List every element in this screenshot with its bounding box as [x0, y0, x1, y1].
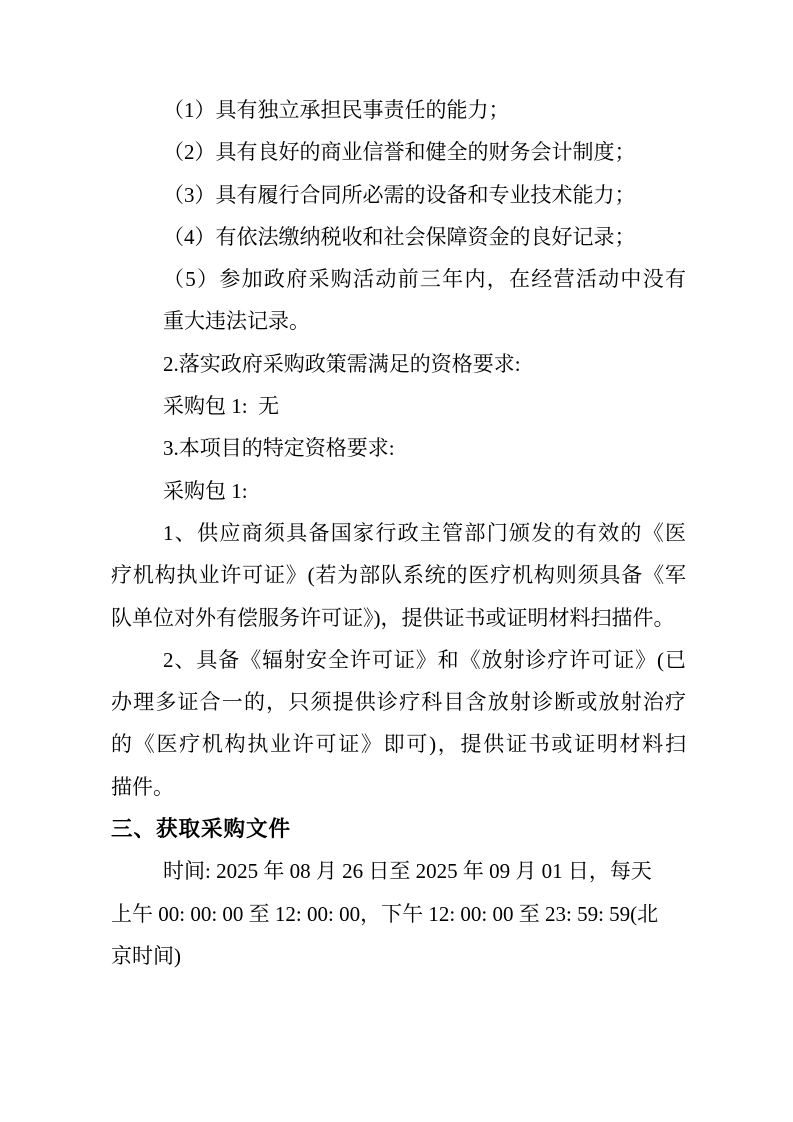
qualification-item-1: （1）具有独立承担民事责任的能力； [163, 98, 510, 122]
policy-requirement-package-1: 采购包 1: 无 [163, 394, 280, 419]
qualification-item-4: （4）有依法缴纳税收和社会保障资金的良好记录； [163, 224, 636, 249]
specific-requirement-2-line-3: 的《医疗机构执业许可证》即可)，提供证书或证明材料扫 [111, 732, 686, 757]
specific-requirement-2-line-1: 2、具备《辐射安全许可证》和《放射诊疗许可证》(已 [163, 647, 686, 672]
policy-requirement-heading: 2.落实政府采购政策需满足的资格要求: [163, 351, 521, 376]
obtain-time-line-2: 上午 00: 00: 00 至 12: 00: 00，下午 12: 00: 00 至 23: 59: 59(北 [111, 901, 659, 926]
section-heading-obtain-documents: 三、获取采购文件 [111, 817, 292, 842]
obtain-time-line-1: 时间: 2025 年 08 月 26 日至 2025 年 09 月 01 日，每天 [163, 859, 652, 884]
qualification-item-3: （3）具有履行合同所必需的设备和专业技术能力； [163, 182, 636, 207]
qualification-item-5: （5）参加政府采购活动前三年内，在经营活动中没有 [163, 267, 686, 292]
document-text-block [111, 89, 686, 977]
specific-requirement-2-line-2: 办理多证合一的，只须提供诊疗科目含放射诊断或放射治疗 [111, 690, 686, 715]
specific-requirement-1-line-2: 疗机构执业许可证》(若为部队系统的医疗机构则须具备《军 [111, 563, 686, 588]
qualification-item-5-continued: 重大违法记录。 [163, 309, 310, 334]
specific-requirement-1-line-1: 1、供应商须具备国家行政主管部门颁发的有效的《医 [163, 520, 686, 545]
qualification-item-2: （2）具有良好的商业信誉和健全的财务会计制度； [163, 140, 636, 165]
specific-requirement-1-line-3: 队单位对外有偿服务许可证》)，提供证书或证明材料扫描件。 [111, 605, 675, 630]
specific-requirement-package-1: 采购包 1: [163, 478, 248, 503]
obtain-time-line-3: 京时间) [111, 943, 181, 968]
specific-requirement-2-line-4: 描件。 [111, 774, 174, 799]
specific-requirement-heading: 3.本项目的特定资格要求: [163, 436, 395, 461]
